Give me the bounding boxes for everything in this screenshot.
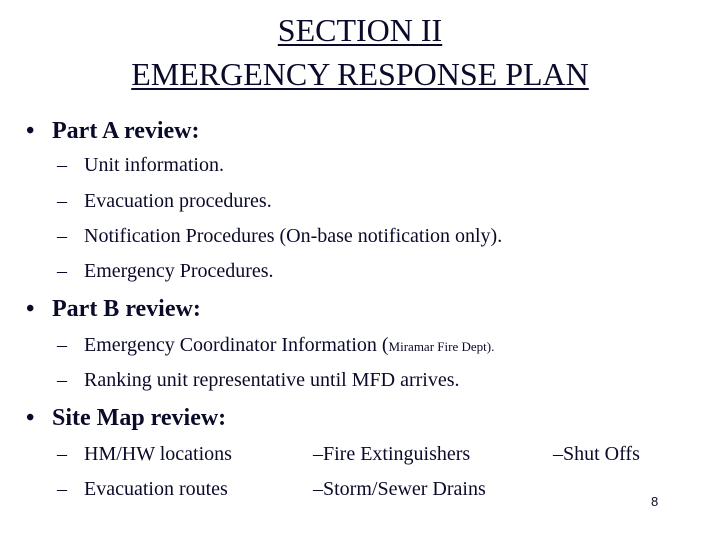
slide-title-line-2: EMERGENCY RESPONSE PLAN [131,56,589,92]
dash: – [57,225,67,247]
bullet-dot: • [26,405,35,431]
part-a-item-text: Evacuation procedures. [84,190,272,212]
bullet-dot: • [26,118,35,144]
part-b-item-small-text: Miramar Fire Dept). [388,339,495,354]
dash: – [57,369,67,391]
site-map-col2-item: –Fire Extinguishers [313,443,471,465]
part-b-item [57,368,459,392]
slide-title-line-1: SECTION II [277,12,443,48]
bullet-part-a [26,117,200,145]
site-map-item-text: HM/HW locations [84,443,232,465]
part-b-item [57,333,494,359]
part-a-item-text: Notification Procedures (On-base notification only). [84,225,503,247]
part-b-item-text: Ranking unit representative until MFD arrives. [84,369,460,391]
bullet-site-map [26,404,226,432]
part-a-item [57,189,272,213]
site-map-item [57,477,228,501]
part-a-heading: Part A review: [52,118,200,144]
site-map-item-text: Evacuation routes [84,478,228,500]
part-a-item [57,153,224,177]
site-map-col2-item: –Storm/Sewer Drains [313,478,486,500]
part-b-heading: Part B review: [52,296,201,322]
part-a-item [57,224,502,248]
dash: – [57,334,67,356]
dash: – [57,154,67,176]
part-a-item-text: Emergency Procedures. [84,260,274,282]
bullet-part-b [26,295,201,323]
site-map-item [57,442,232,466]
bullet-dot: • [26,296,35,322]
dash: – [57,190,67,212]
site-map-heading: Site Map review: [52,405,227,431]
part-a-item [57,259,274,283]
part-b-item-text: Emergency Coordinator Information ( [84,334,389,356]
part-a-item-text: Unit information. [84,154,224,176]
page-number: 8 [651,494,659,509]
dash: – [57,260,67,282]
site-map-col3-item: –Shut Offs [553,443,640,465]
dash: – [57,443,67,465]
dash: – [57,478,67,500]
